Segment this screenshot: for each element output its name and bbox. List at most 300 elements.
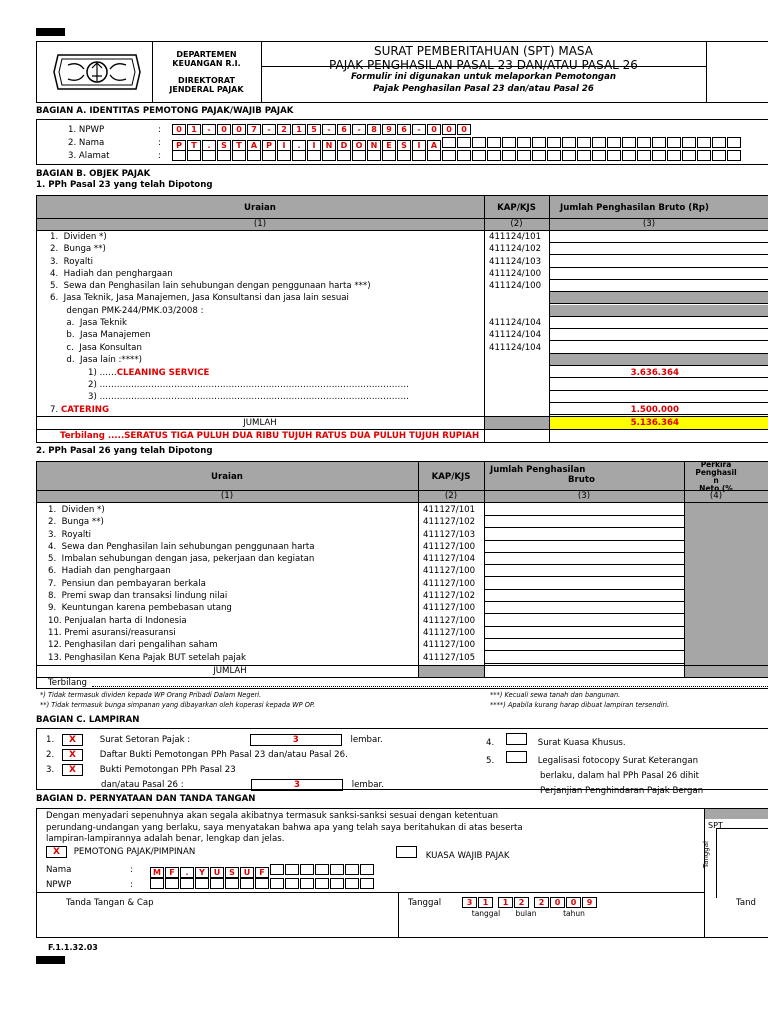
form-subtitle-1: Formulir ini digunakan untuk melaporkan Pemotongan — [350, 72, 617, 82]
pph26-row-value[interactable] — [484, 565, 684, 577]
signer-npwp-cell[interactable] — [285, 878, 299, 889]
signer-name-cell[interactable]: . — [180, 867, 194, 878]
pph23-row-kap: 411124/101 — [489, 232, 542, 242]
bottom-marker — [36, 956, 65, 964]
pph23-row-value[interactable] — [550, 268, 768, 280]
pph26-row-value[interactable] — [484, 639, 684, 651]
alamat-cell[interactable] — [262, 150, 276, 161]
jasa-lain-3: 3) ……………………………………………………………………………………………… — [88, 392, 409, 402]
lampiran-1-unit: lembar. — [350, 735, 383, 745]
pph26-row — [36, 578, 768, 590]
date-cell[interactable]: 1 — [478, 897, 493, 908]
nama-cell[interactable]: N — [367, 140, 381, 151]
section-b-title: BAGIAN B. OBJEK PAJAK — [36, 169, 151, 179]
pph26-row-kap: 411127/102 — [423, 517, 476, 528]
signer-name-cell[interactable]: U — [210, 867, 224, 878]
pph26-row-value[interactable] — [484, 516, 684, 528]
npwp-cell[interactable]: 6 — [397, 124, 411, 135]
d-npwp-label: NPWP — [46, 880, 72, 890]
nama-cell[interactable]: P — [172, 140, 186, 151]
pph23-row — [36, 329, 768, 341]
pph26-subtitle: 2. PPh Pasal 26 yang telah Dipotong — [36, 446, 213, 456]
npwp-cell[interactable]: 6 — [337, 124, 351, 135]
kuasa-option — [396, 846, 510, 861]
lampiran-5-label1: Legalisasi fotocopy Surat Keterangan — [537, 756, 699, 766]
npwp-cell[interactable]: - — [202, 124, 216, 135]
col-num-3: (3) — [642, 219, 656, 229]
pph26-row-value[interactable] — [484, 627, 684, 639]
row-7 — [50, 404, 109, 416]
pph26-row-kap: 411127/100 — [423, 640, 476, 651]
lampiran-2-checkbox[interactable]: X — [62, 749, 83, 761]
npwp-cell[interactable]: 0 — [442, 124, 456, 135]
pph26-row-kap: 411127/100 — [423, 627, 476, 638]
d-npwp-field[interactable] — [150, 878, 375, 892]
col26-num-3: (3) — [577, 491, 591, 501]
nama-cell[interactable]: . — [202, 140, 216, 151]
alamat-cell[interactable] — [442, 150, 456, 161]
pph26-row-kap: 411127/102 — [423, 591, 476, 602]
top-marker — [36, 28, 65, 36]
terbilang-text: Terbilang .....SERATUS TIGA PULUH DUA RIBU TUJUH RATUS DUA PULUH TUJUH RUPIAH — [60, 431, 480, 441]
lampiran-4 — [486, 733, 768, 751]
dir-line1: DIREKTORAT — [178, 76, 235, 85]
note-2: **) Tidak termasuk bunga simpanan yang dibayarkan oleh koperasi kepada WP OP. — [40, 701, 316, 709]
alamat-cell[interactable] — [712, 150, 726, 161]
pph23-row-label: c. Jasa Konsultan — [50, 342, 142, 353]
alamat-cell[interactable] — [667, 150, 681, 161]
nama-cell[interactable] — [652, 137, 666, 148]
pph26-row-value[interactable] — [484, 553, 684, 565]
nama-cell[interactable] — [532, 137, 546, 148]
alamat-cell[interactable] — [502, 150, 516, 161]
pph23-row-label: b. Jasa Manajemen — [50, 330, 151, 341]
alamat-cell[interactable] — [382, 150, 396, 161]
date-cell[interactable]: 2 — [534, 897, 549, 908]
col-num-2: (2) — [510, 219, 523, 229]
col-uraian: Uraian — [244, 203, 276, 213]
signer-npwp-cell[interactable] — [240, 878, 254, 889]
nama-cell[interactable] — [442, 137, 456, 148]
npwp-cell[interactable]: 8 — [367, 124, 381, 135]
pph26-row-kap: 411127/104 — [423, 554, 476, 565]
alamat-cell[interactable] — [427, 150, 441, 161]
lampiran-4-num: 4. — [486, 738, 495, 748]
terbilang26-label: Terbilang — [48, 678, 88, 688]
nama-cell[interactable]: O — [352, 140, 366, 151]
section-a-title: BAGIAN A. IDENTITAS PEMOTONG PAJAK/WAJIB PAJAK — [36, 106, 294, 116]
ministry-logo — [48, 47, 146, 97]
sub-tanggal: tanggal — [471, 909, 501, 918]
pph23-row-value[interactable] — [550, 231, 768, 243]
nama-cell[interactable] — [472, 137, 486, 148]
npwp-cell[interactable]: 0 — [232, 124, 246, 135]
signer-name-cell[interactable]: F — [165, 867, 179, 878]
nama-cell[interactable] — [487, 137, 501, 148]
lampiran-2 — [46, 748, 384, 763]
pph23-row — [36, 280, 768, 292]
lampiran-3-checkbox[interactable]: X — [62, 764, 83, 776]
pph26-row-kap: 411127/105 — [423, 652, 476, 663]
nama-cell[interactable] — [562, 137, 576, 148]
row-7-num: 7. — [50, 405, 59, 415]
signer-name-cell[interactable]: Y — [195, 867, 209, 878]
alamat-cell[interactable] — [592, 150, 606, 161]
pph23-row-value[interactable] — [550, 329, 768, 341]
alamat-cell[interactable] — [637, 150, 651, 161]
lampiran-3-label1: Bukti Pemotongan PPh Pasal 23 — [99, 765, 236, 775]
row-7-value[interactable]: 1.500.000 — [630, 405, 679, 415]
lampiran-4-checkbox[interactable] — [506, 733, 527, 745]
pph26-row-value[interactable] — [484, 652, 684, 664]
pph26-row-kap: 411127/101 — [423, 505, 476, 515]
signer-name-cell[interactable]: F — [255, 867, 269, 878]
signer-name-cell[interactable] — [270, 864, 284, 875]
lampiran-3 — [46, 763, 384, 778]
nama-cell[interactable]: S — [217, 140, 231, 151]
date-field[interactable] — [462, 897, 598, 908]
npwp-cell[interactable]: 5 — [307, 124, 321, 135]
signer-name-cell[interactable]: U — [240, 867, 254, 878]
dept-line1: DEPARTEMEN — [176, 50, 237, 59]
nama-cell[interactable]: I — [307, 140, 321, 151]
lampiran-5-num: 5. — [486, 756, 495, 766]
pph26-row-label: 7. Pensiun dan pembayaran berkala — [48, 578, 206, 589]
pph26-row — [36, 529, 768, 541]
col26-bruto-1: Jumlah Penghasilan — [490, 465, 586, 475]
pph26-row-label: 1. Dividen *) — [48, 505, 105, 515]
signer-name-cell[interactable]: S — [225, 867, 239, 878]
col26-perk-1: Perkira — [700, 461, 732, 469]
lampiran-3-num: 3. — [46, 765, 55, 775]
pph26-row-label: 6. Hadiah dan penghargaan — [48, 566, 171, 577]
npwp-cell[interactable]: - — [322, 124, 336, 135]
jumlah-value[interactable]: 5.136.364 — [630, 418, 679, 428]
nama-cell[interactable] — [727, 137, 741, 148]
pph23-row-label: 2. Bunga **) — [50, 244, 106, 255]
pph23-row-value[interactable] — [550, 256, 768, 268]
lampiran-1-checkbox[interactable]: X — [62, 734, 83, 746]
date-cell[interactable]: 0 — [550, 897, 565, 908]
lampiran-5-checkbox[interactable] — [506, 751, 527, 763]
pemotong-checkbox[interactable]: X — [46, 846, 67, 858]
alamat-cell[interactable] — [352, 150, 366, 161]
jumlah-label: JUMLAH — [243, 418, 277, 428]
pph26-row-label: 11. Premi asuransi/reasuransi — [48, 627, 176, 638]
pph23-row-kap: 411124/104 — [489, 318, 542, 329]
alamat-cell[interactable] — [472, 150, 486, 161]
note-4: ****) Apabila kurang harap dibuat lampiran tersendiri. — [490, 701, 670, 709]
alamat-cell[interactable] — [457, 150, 471, 161]
nama-cell[interactable]: T — [232, 140, 246, 151]
pph23-row-value[interactable] — [550, 342, 768, 354]
pph26-row-label: 10. Penjualan harta di Indonesia — [48, 615, 187, 626]
row-7-text: CATERING — [60, 405, 110, 415]
nama-cell[interactable]: I — [277, 140, 291, 151]
jasa-lain-1 — [88, 367, 209, 379]
signer-name-cell[interactable] — [315, 864, 329, 875]
form-title: SURAT PEMBERITAHUAN (SPT) MASA — [374, 44, 593, 58]
alamat-cell[interactable] — [622, 150, 636, 161]
pph26-row — [36, 516, 768, 528]
pph26-row-kap: 411127/100 — [423, 541, 476, 552]
nama-cell[interactable] — [712, 137, 726, 148]
signer-npwp-cell[interactable] — [300, 878, 314, 889]
date-cell[interactable]: 3 — [462, 897, 477, 908]
signer-npwp-cell[interactable] — [345, 878, 359, 889]
alamat-cell[interactable] — [517, 150, 531, 161]
pph23-extra-value[interactable] — [550, 379, 768, 391]
pph26-row-kap: 411127/103 — [423, 529, 476, 540]
sub-tahun: tahun — [563, 909, 585, 918]
nama-cell[interactable] — [622, 137, 636, 148]
nama-cell[interactable]: P — [262, 140, 276, 151]
alamat-cell[interactable] — [277, 150, 291, 161]
nama-cell[interactable]: S — [397, 140, 411, 151]
signer-npwp-cell[interactable] — [195, 878, 209, 889]
pph23-row-value[interactable] — [550, 305, 768, 317]
sub-bulan: bulan — [515, 909, 537, 918]
nama-cell[interactable]: . — [292, 140, 306, 151]
pph23-row-label: dengan PMK-244/PMK.03/2008 : — [50, 305, 204, 316]
nama-cell[interactable]: A — [427, 140, 441, 151]
pph26-row-kap: 411127/100 — [423, 603, 476, 614]
nama-cell[interactable]: T — [187, 140, 201, 151]
section-c-title: BAGIAN C. LAMPIRAN — [36, 715, 140, 725]
alamat-cell[interactable] — [232, 150, 246, 161]
npwp-cell[interactable]: 9 — [382, 124, 396, 135]
kuasa-checkbox[interactable] — [396, 846, 417, 858]
signer-npwp-cell[interactable] — [180, 878, 194, 889]
lampiran-1-label: Surat Setoran Pajak : — [99, 735, 191, 745]
pph26-row — [36, 615, 768, 627]
pph26-row-kap: 411127/100 — [423, 566, 476, 577]
col-bruto: Jumlah Penghasilan Bruto (Rp) — [560, 203, 709, 213]
pph23-row — [36, 317, 768, 329]
d-nama-label: Nama — [46, 865, 72, 875]
pph26-row-value[interactable] — [484, 590, 684, 602]
pph26-row-label: 13. Penghasilan Kena Pajak BUT setelah pajak — [48, 652, 247, 663]
pph23-row-value[interactable] — [550, 280, 768, 292]
lampiran-1-count[interactable]: 3 — [250, 734, 342, 746]
pph26-row — [36, 541, 768, 553]
alamat-cell[interactable] — [487, 150, 501, 161]
pph23-row-value[interactable] — [550, 317, 768, 329]
pph26-row — [36, 627, 768, 639]
kuasa-label: KUASA WAJIB PAJAK — [425, 851, 510, 861]
signer-name-cell[interactable] — [330, 864, 344, 875]
pph23-row-label: 5. Sewa dan Penghasilan lain sehubungan dengan penggunaan harta ***) — [50, 281, 371, 292]
signer-npwp-cell[interactable] — [210, 878, 224, 889]
alamat-cell[interactable] — [412, 150, 426, 161]
pph26-row — [36, 504, 768, 516]
signer-name-cell[interactable]: M — [150, 867, 164, 878]
signer-npwp-cell[interactable] — [225, 878, 239, 889]
lampiran-1-num: 1. — [46, 735, 55, 745]
pph23-row — [36, 342, 768, 354]
alamat-cell[interactable] — [217, 150, 231, 161]
pph26-row-value[interactable] — [484, 578, 684, 590]
pph23-row — [36, 354, 768, 366]
nama-cell[interactable] — [577, 137, 591, 148]
alamat-cell[interactable] — [367, 150, 381, 161]
nama-cell[interactable] — [607, 137, 621, 148]
side-tand: Tand — [736, 898, 756, 908]
signer-npwp-cell[interactable] — [270, 878, 284, 889]
npwp-field[interactable] — [172, 124, 472, 135]
pph23-row — [36, 305, 768, 317]
nama-cell[interactable] — [697, 137, 711, 148]
signer-npwp-cell[interactable] — [150, 878, 164, 889]
lampiran-3-label2: dan/atau Pasal 26 : — [101, 780, 184, 790]
nama-cell[interactable]: I — [412, 140, 426, 151]
note-1: *) Tidak termasuk dividen kepada WP Orang Pribadi Dalam Negeri. — [40, 691, 262, 699]
pph26-row — [36, 553, 768, 565]
nama-cell[interactable] — [667, 137, 681, 148]
npwp-cell[interactable]: 0 — [457, 124, 471, 135]
nama-cell[interactable] — [592, 137, 606, 148]
date-cell[interactable]: 9 — [582, 897, 597, 908]
pph26-row-label: 5. Imbalan sehubungan dengan jasa, pekerjaan dan kegiatan — [48, 554, 315, 565]
note-3: ***) Kecuali sewa tanah dan bangunan. — [490, 691, 621, 699]
signer-npwp-cell[interactable] — [360, 878, 374, 889]
nama-cell[interactable] — [682, 137, 696, 148]
lampiran-5-label3: Perjanjian Penghindaran Pajak Bergan — [540, 786, 704, 796]
lampiran-3b — [46, 778, 384, 793]
nama-cell[interactable] — [637, 137, 651, 148]
pph26-row-value[interactable] — [484, 602, 684, 614]
pph23-row-label: a. Jasa Teknik — [50, 318, 127, 329]
col26-uraian: Uraian — [211, 472, 243, 482]
jasa-lain-2: 2) ……………………………………………………………………………………………… — [88, 380, 409, 390]
npwp-cell[interactable]: 1 — [187, 124, 201, 135]
alamat-cell[interactable] — [532, 150, 546, 161]
pph23-row — [36, 292, 768, 304]
pph23-row-value[interactable] — [550, 292, 768, 304]
nama-field[interactable] — [172, 137, 742, 151]
alamat-cell[interactable] — [577, 150, 591, 161]
lampiran-2-num: 2. — [46, 750, 55, 760]
signer-npwp-cell[interactable] — [165, 878, 179, 889]
alamat-cell[interactable] — [187, 150, 201, 161]
pph23-extra-value[interactable] — [550, 391, 768, 403]
npwp-cell[interactable]: 2 — [277, 124, 291, 135]
nama-cell[interactable] — [502, 137, 516, 148]
alamat-field[interactable] — [172, 150, 742, 164]
lampiran-5 — [486, 751, 768, 769]
alamat-cell[interactable] — [307, 150, 321, 161]
signer-name-cell[interactable] — [360, 864, 374, 875]
alamat-cell[interactable] — [397, 150, 411, 161]
signer-name-cell[interactable] — [285, 864, 299, 875]
nama-cell[interactable]: D — [337, 140, 351, 151]
pph23-row-label: 4. Hadiah dan penghargaan — [50, 268, 173, 279]
jasa-lain-1-value[interactable]: 3.636.364 — [630, 368, 679, 378]
alamat-cell[interactable] — [202, 150, 216, 161]
npwp-cell[interactable]: - — [262, 124, 276, 135]
alamat-cell[interactable] — [292, 150, 306, 161]
pemotong-label: PEMOTONG PAJAK/PIMPINAN — [73, 847, 196, 857]
pph23-row — [36, 256, 768, 268]
alamat-cell[interactable] — [607, 150, 621, 161]
pph26-row — [36, 590, 768, 602]
pph26-row-label: 12. Penghasilan dari pengalihan saham — [48, 640, 218, 651]
npwp-cell[interactable]: 1 — [292, 124, 306, 135]
pph26-row — [36, 652, 768, 664]
signer-name-cell[interactable] — [345, 864, 359, 875]
npwp-cell[interactable]: 0 — [217, 124, 231, 135]
form-subtitle-2: Pajak Penghasilan Pasal 23 dan/atau Pasal 26 — [373, 84, 594, 94]
col26-num-2: (2) — [444, 491, 458, 501]
pph23-row-kap: 411124/103 — [489, 256, 542, 267]
jasa-lain-1-text: CLEANING SERVICE — [116, 368, 210, 378]
pph23-row — [36, 243, 768, 255]
npwp-cell[interactable]: 7 — [247, 124, 261, 135]
nama-cell[interactable] — [457, 137, 471, 148]
d-nama-field[interactable] — [150, 864, 375, 878]
signer-npwp-cell[interactable] — [330, 878, 344, 889]
alamat-cell[interactable] — [322, 150, 336, 161]
signer-npwp-cell[interactable] — [255, 878, 269, 889]
alamat-cell[interactable] — [172, 150, 186, 161]
npwp-cell[interactable]: 0 — [427, 124, 441, 135]
alamat-cell[interactable] — [727, 150, 741, 161]
form-code: F.1.1.32.03 — [48, 943, 98, 952]
dept-line2: KEUANGAN R.I. — [172, 59, 241, 68]
form-title-2: PAJAK PENGHASILAN PASAL 23 DAN/ATAU PASAL 26 — [329, 58, 638, 72]
nama-label: 2. Nama — [68, 138, 105, 148]
npwp-cell[interactable]: 0 — [172, 124, 186, 135]
signer-npwp-cell[interactable] — [315, 878, 329, 889]
nama-cell[interactable]: N — [322, 140, 336, 151]
pph23-row-label: 3. Royalti — [50, 256, 94, 267]
pph23-row-label: 6. Jasa Teknik, Jasa Manajemen, Jasa Konsultansi dan jasa lain sesuai — [50, 293, 349, 304]
nama-cell[interactable]: E — [382, 140, 396, 151]
pph26-row-label: 8. Premi swap dan transaksi lindung nilai — [48, 591, 228, 602]
pph26-row-value[interactable] — [484, 541, 684, 553]
signer-name-cell[interactable] — [300, 864, 314, 875]
npwp-cell[interactable]: - — [352, 124, 366, 135]
npwp-cell[interactable]: - — [412, 124, 426, 135]
date-cell[interactable]: 2 — [514, 897, 529, 908]
pph26-row-kap: 411127/100 — [423, 578, 476, 589]
alamat-cell[interactable] — [337, 150, 351, 161]
date-cell[interactable]: 0 — [566, 897, 581, 908]
alamat-cell[interactable] — [652, 150, 666, 161]
alamat-cell[interactable] — [697, 150, 711, 161]
alamat-cell[interactable] — [682, 150, 696, 161]
alamat-cell[interactable] — [247, 150, 261, 161]
date-cell[interactable]: 1 — [498, 897, 513, 908]
pph23-row-value[interactable] — [550, 354, 768, 366]
alamat-label: 3. Alamat — [68, 151, 110, 161]
pph26-row-value[interactable] — [484, 504, 684, 516]
pph26-row-value[interactable] — [484, 529, 684, 541]
col26-kap: KAP/KJS — [431, 472, 471, 482]
pph26-row-label: 3. Royalti — [48, 529, 92, 540]
nama-cell[interactable] — [547, 137, 561, 148]
alamat-cell[interactable] — [562, 150, 576, 161]
nama-cell[interactable]: A — [247, 140, 261, 151]
lampiran-3-count[interactable]: 3 — [251, 779, 343, 791]
alamat-cell[interactable] — [547, 150, 561, 161]
pph26-row-value[interactable] — [484, 615, 684, 627]
pph26-row-kap: 411127/100 — [423, 615, 476, 626]
pph23-row-value[interactable] — [550, 243, 768, 255]
pph23-row-label: d. Jasa lain :****) — [50, 354, 142, 365]
col26-perk-3: n — [713, 476, 719, 485]
nama-cell[interactable] — [517, 137, 531, 148]
